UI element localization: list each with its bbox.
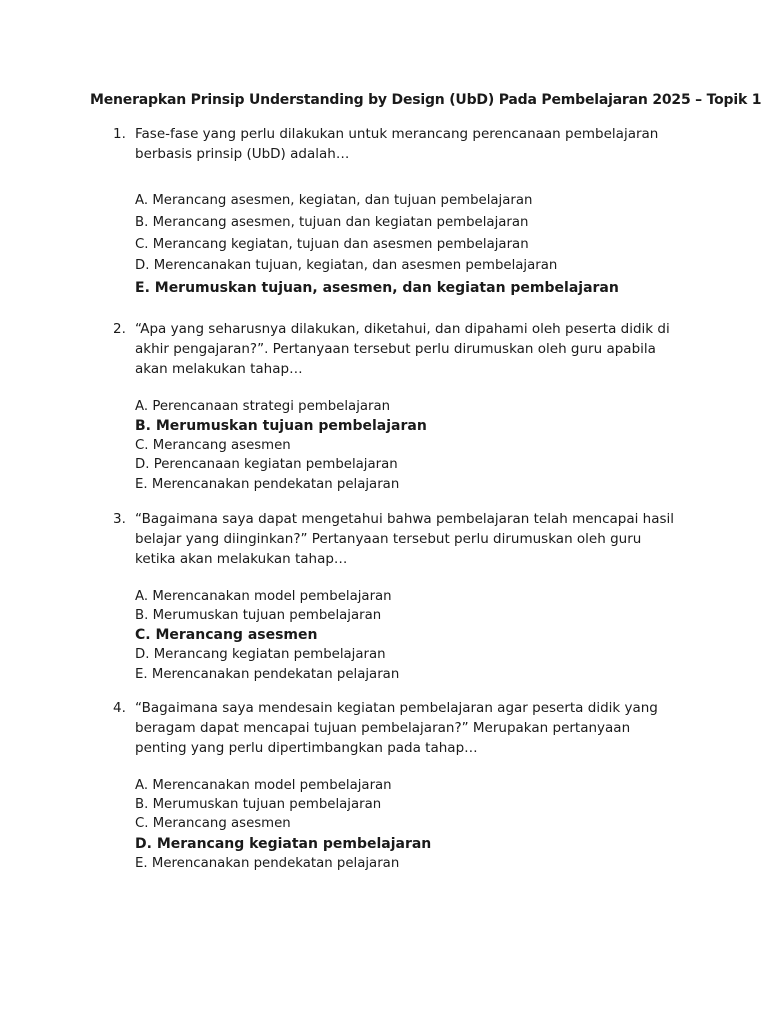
question-text: “Bagaimana saya mendesain kegiatan pembelajaran agar peserta didik yang beragam dapat mencapai tujuan pembelajaran?” Merupakan pertanyaan penting yang perlu dipertimbangkan pada tahap… bbox=[135, 700, 658, 756]
question-text: “Bagaimana saya dapat mengetahui bahwa pembelajaran telah mencapai hasil belajar yang diinginkan?” Pertanyaan tersebut perlu dirumuskan oleh guru ketika akan melakukan tahap… bbox=[135, 511, 675, 567]
question-1 bbox=[113, 124, 683, 315]
question-2 bbox=[113, 319, 683, 510]
option-c: C. Merancang asesmen bbox=[135, 627, 318, 644]
option-b: B. Merumuskan tujuan pembelajaran bbox=[135, 797, 382, 813]
option-e: E. Merencanakan pendekatan pelajaran bbox=[135, 476, 400, 492]
options-list bbox=[135, 587, 683, 684]
question-number: 1. bbox=[113, 126, 126, 142]
option-d: D. Perencanaan kegiatan pembelajaran bbox=[135, 457, 398, 473]
options-list bbox=[135, 776, 683, 873]
option-e: E. Merencanakan pendekatan pelajaran bbox=[135, 855, 400, 871]
options-list bbox=[135, 397, 683, 494]
question-number: 2. bbox=[113, 321, 126, 337]
option-b: B. Merumuskan tujuan pembelajaran bbox=[135, 608, 382, 624]
option-b: B. Merancang asesmen, tujuan dan kegiatan pembelajaran bbox=[135, 214, 529, 230]
question-text: Fase-fase yang perlu dilakukan untuk merancang perencanaan pembelajaran berbasis prinsip (UbD) adalah… bbox=[135, 126, 659, 162]
option-c: C. Merancang asesmen bbox=[135, 816, 291, 832]
option-c: C. Merancang kegiatan, tujuan dan asesmen pembelajaran bbox=[135, 236, 529, 252]
question-number: 4. bbox=[113, 700, 126, 716]
option-d: D. Merancang kegiatan pembelajaran bbox=[135, 835, 432, 852]
document-title: Menerapkan Prinsip Understanding by Design (UbD) Pada Pembelajaran 2025 – Topik 1 bbox=[90, 92, 762, 108]
option-d: D. Merancang kegiatan pembelajaran bbox=[135, 647, 386, 663]
question-text: “Apa yang seharusnya dilakukan, diketahui, dan dipahami oleh peserta didik di akhir pengajaran?”. Pertanyaan tersebut perlu dirumuskan oleh guru apabila akan melakukan tahap… bbox=[135, 321, 670, 377]
option-d: D. Merencanakan tujuan, kegiatan, dan asesmen pembelajaran bbox=[135, 258, 558, 274]
options-list bbox=[135, 190, 683, 299]
option-e: E. Merumuskan tujuan, asesmen, dan kegiatan pembelajaran bbox=[135, 280, 619, 297]
option-a: A. Merencanakan model pembelajaran bbox=[135, 778, 392, 793]
option-a: A. Merancang asesmen, kegiatan, dan tujuan pembelajaran bbox=[135, 193, 533, 208]
option-e: E. Merencanakan pendekatan pelajaran bbox=[135, 666, 400, 682]
question-4 bbox=[113, 698, 683, 889]
option-a: A. Perencanaan strategi pembelajaran bbox=[135, 399, 391, 414]
option-b: B. Merumuskan tujuan pembelajaran bbox=[135, 418, 427, 435]
option-c: C. Merancang asesmen bbox=[135, 438, 291, 454]
option-a: A. Merencanakan model pembelajaran bbox=[135, 589, 392, 604]
question-number: 3. bbox=[113, 511, 126, 527]
question-3 bbox=[113, 509, 683, 700]
